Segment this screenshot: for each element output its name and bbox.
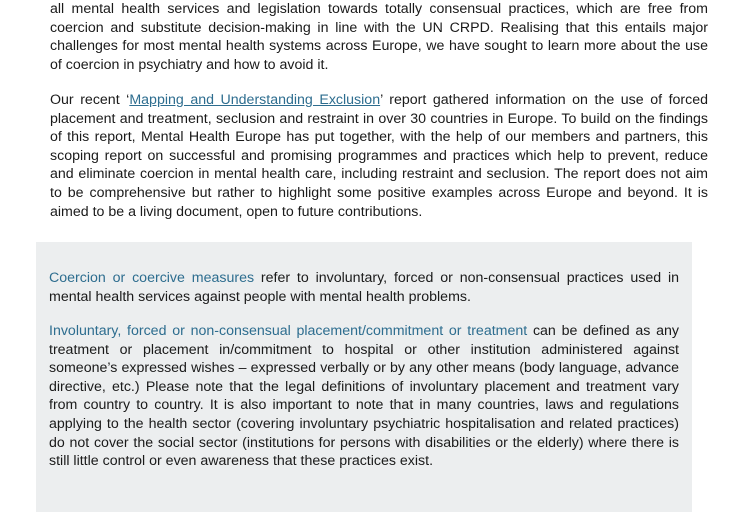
report-prefix: Our recent ‘ [50, 92, 130, 108]
definition-involuntary-placement [49, 322, 679, 471]
definition-coercion [49, 269, 679, 306]
intro-paragraph [50, 0, 708, 74]
mapping-exclusion-link[interactable]: Mapping and Understanding Exclusion [129, 92, 381, 108]
report-paragraph [50, 91, 708, 221]
definitions-box [36, 242, 692, 512]
intro-line: challenges for most mental health systems across Europe, we have sought to learn more about the [50, 38, 686, 55]
report-body: ’ report gathered information on the use of forced placement and treatment, seclusion and restraint in over 30 countries in Europe. To build on the findings of this report, Mental Health Europe has put together, with the help of our members and partners, this scoping report on successful and promising programmes and practices which help to prevent, reduce and eliminate coercion in mental health care, including restraint and seclusion. The report does not aim to be comprehensive but rather to highlight some positive examples across Europe and beyond. It is aimed to be a living document, open to future contributions. [50, 92, 709, 220]
definition-text: refer to involuntary, forced or non-consensual practices used in mental health services against people with mental health problems. [49, 270, 679, 305]
definition-text: can be defined as any treatment or placement in/commitment to hospital or other institution administered against someone’s expressed wishes – expressed verbally or by any other means (body language, advance directive, etc.) Please note that the legal definitions of involuntary placement and treatment vary from country to country. It is also important to note that in many countries, laws and regulations applying to the health sector (covering involuntary psychiatric hospitalisation and related practices) do not cover the social sector (institutions for persons with disabilities or the elderly) where there is still little control or even awareness that these practices exist. [49, 323, 679, 470]
intro-line: coercion and substitute decision-making in line with the UN CRPD. Realising that this entails major [50, 19, 708, 36]
intro-line: use of coercion in psychiatry and how to avoid it. [50, 38, 708, 73]
intro-line: all mental health services and legislation towards totally consensual practices, which are free from [50, 1, 708, 17]
definition-term: Coercion or coercive measures [49, 270, 255, 286]
definition-term: Involuntary, forced or non-consensual placement/commitment or treatment [49, 323, 528, 339]
